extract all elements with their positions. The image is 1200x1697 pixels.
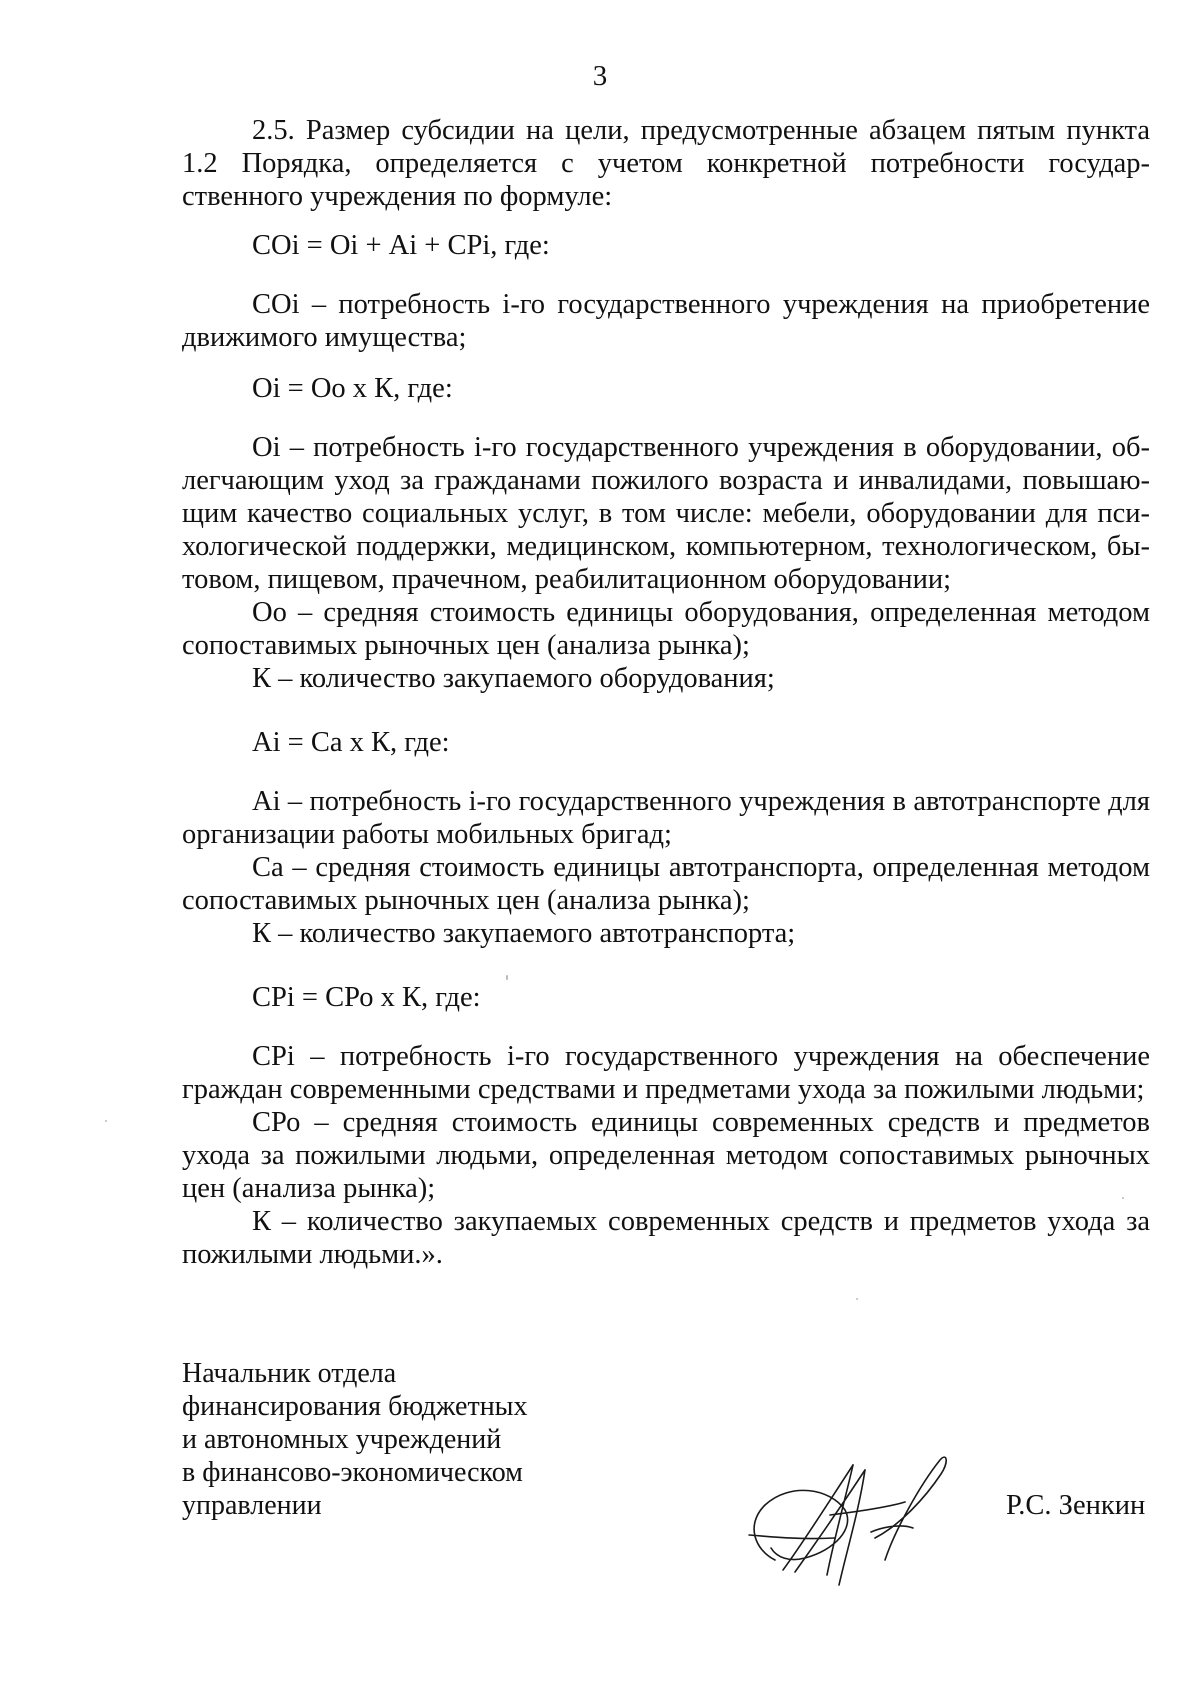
scan-speck	[856, 1298, 858, 1300]
definition-cpi: СРi – потребность i-го государственного учреждения на обеспечение граждан современными средствами и предметами ухода за пожилыми людьми;	[182, 1041, 1150, 1105]
definition-ca: Са – средняя стоимость единицы автотранспорта, определенная методом сопоставимых рыночных цен (анализа рынка);	[182, 852, 1150, 916]
signatory-title-line: Начальник отдела	[182, 1358, 397, 1389]
signatory-title-line: финансирования бюджетных	[182, 1391, 528, 1422]
signatory-title-line: управлении	[182, 1490, 322, 1521]
definition-oi: Оi – потребность i-го государственного учреждения в оборудовании, об-легчающим уход за гражданами пожилого возраста и инвалидами, повышаю-щим качество социальных услуг, в том числе: мебели, оборудовании для пси-хологической поддержки, медицинском, компьютерном, технологическом, бы-товом, пищевом, прачечном, реабилитационном оборудовании;	[182, 432, 1150, 595]
definition-k-care-items: К – количество закупаемых современных средств и предметов ухода за пожилыми людьми.».	[182, 1206, 1150, 1270]
definition-k-transport: К – количество закупаемого автотранспорта;	[252, 918, 796, 949]
scan-speck	[1122, 1197, 1124, 1199]
definition-cpo: СРо – средняя стоимость единицы современных средств и предметов ухода за пожилыми людьми, определенная методом сопоставимых рыночных цен (анализа рынка);	[182, 1107, 1150, 1204]
formula-ai: Аi = Са х К, где:	[252, 727, 450, 758]
signatory-name: Р.С. Зенкин	[1006, 1490, 1146, 1521]
signatory-title	[182, 1357, 528, 1522]
signatory-title-line: и автономных учреждений	[182, 1424, 502, 1455]
definition-ai: Аi – потребность i-го государственного учреждения в автотранспорте для организации работы мобильных бригад;	[182, 786, 1150, 850]
page-number: 3	[592, 60, 608, 92]
paragraph-2-5: 2.5. Размер субсидии на цели, предусмотренные абзацем пятым пункта 1.2 Порядка, определяется с учетом конкретной потребности государ-ственного учреждения по формуле:	[182, 115, 1150, 212]
formula-cpi: СРi = СРо х К, где:	[252, 982, 481, 1013]
definition-k-equipment: К – количество закупаемого оборудования;	[252, 663, 775, 694]
formula-oi: Оi = Оо х К, где:	[252, 373, 453, 404]
definition-coi: СОi – потребность i-го государственного учреждения на приобретение движимого имущества;	[182, 289, 1150, 353]
signatory-title-line: в финансово-экономическом	[182, 1457, 523, 1488]
scan-speck	[506, 975, 508, 980]
definition-oo: Оо – средняя стоимость единицы оборудования, определенная методом сопоставимых рыночных цен (анализа рынка);	[182, 597, 1150, 661]
scan-speck	[105, 1120, 107, 1122]
formula-coi: СОi = Оi + Аi + СРi, где:	[252, 230, 550, 261]
handwritten-signature	[735, 1440, 965, 1590]
